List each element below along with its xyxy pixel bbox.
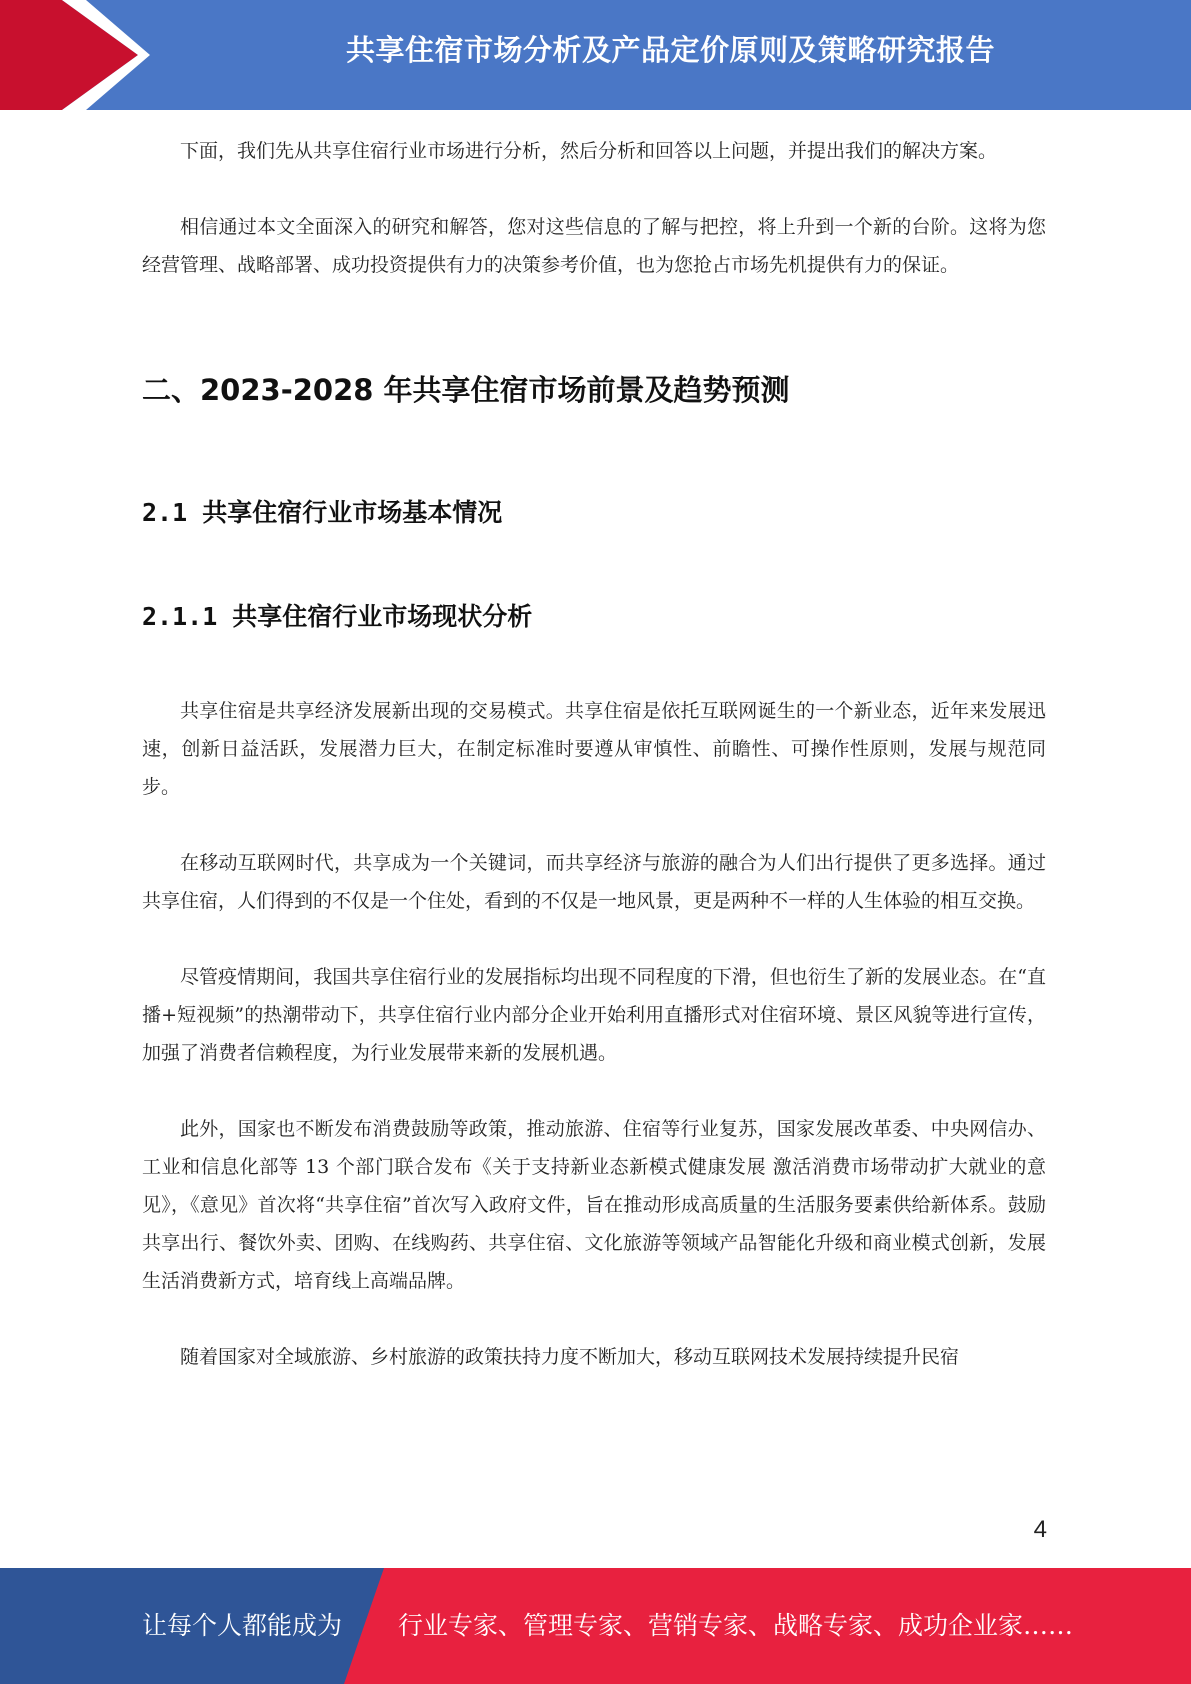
section-title: 二、2023-2028 年共享住宿市场前景及趋势预测: [142, 373, 790, 407]
intro-paragraph-2: 相信通过本文全面深入的研究和解答，您对这些信息的了解与把控，将上升到一个新的台阶。这将为您经营管理、战略部署、成功投资提供有力的决策参考价值，也为您抢占市场先机提供有力的保证。: [142, 216, 1046, 276]
subsubsection-title: 2.1.1 共享住宿行业市场现状分析: [142, 602, 533, 631]
header-chevron-decoration: [0, 0, 160, 110]
body-paragraph-4: 此外，国家也不断发布消费鼓励等政策，推动旅游、住宿等行业复苏，国家发展改革委、中央网信办、工业和信息化部等 13 个部门联合发布《关于支持新业态新模式健康发展 激活消费市场带动扩大就业的意见》，《意见》首次将“共享住宿”首次写入政府文件，旨在推动形成高质量的生活服务要素供给新体系。鼓励共享出行、餐饮外卖、团购、在线购药、共享住宿、文化旅游等领域产品智能化升级和商业模式创新，发展生活消费新方式，培育线上高端品牌。: [142, 1118, 1046, 1292]
page-content: [142, 132, 1046, 1376]
body-paragraph-1: 共享住宿是共享经济发展新出现的交易模式。共享住宿是依托互联网诞生的一个新业态，近年来发展迅速，创新日益活跃，发展潜力巨大，在制定标准时要遵从审慎性、前瞻性、可操作性原则，发展与规范同步。: [142, 700, 1046, 798]
body-paragraph-3: 尽管疫情期间，我国共享住宿行业的发展指标均出现不同程度的下滑，但也衍生了新的发展业态。在“直播+短视频”的热潮带动下，共享住宿行业内部分企业开始利用直播形式对住宿环境、景区风貌等进行宣传，加强了消费者信赖程度，为行业发展带来新的发展机遇。: [142, 966, 1046, 1064]
intro-paragraph-1: 下面，我们先从共享住宿行业市场进行分析，然后分析和回答以上问题，并提出我们的解决方案。: [180, 140, 998, 162]
page-header: [0, 0, 1191, 110]
header-title: 共享住宿市场分析及产品定价原则及策略研究报告: [345, 33, 995, 67]
body-paragraph-5: 随着国家对全域旅游、乡村旅游的政策扶持力度不断加大，移动互联网技术发展持续提升民宿: [180, 1346, 960, 1368]
page-footer: [0, 1568, 1191, 1684]
body-paragraph-2: 在移动互联网时代，共享成为一个关键词，而共享经济与旅游的融合为人们出行提供了更多选择。通过共享住宿，人们得到的不仅是一个住处，看到的不仅是一地风景，更是两种不一样的人生体验的相互交换。: [142, 852, 1046, 912]
footer-slogan-left: 让每个人都能成为: [142, 1611, 343, 1640]
footer-slogan-right: 行业专家、管理专家、营销专家、战略专家、成功企业家……: [398, 1611, 1074, 1640]
subsection-title: 2.1 共享住宿行业市场基本情况: [142, 498, 503, 527]
page-number: 4: [1033, 1516, 1047, 1543]
